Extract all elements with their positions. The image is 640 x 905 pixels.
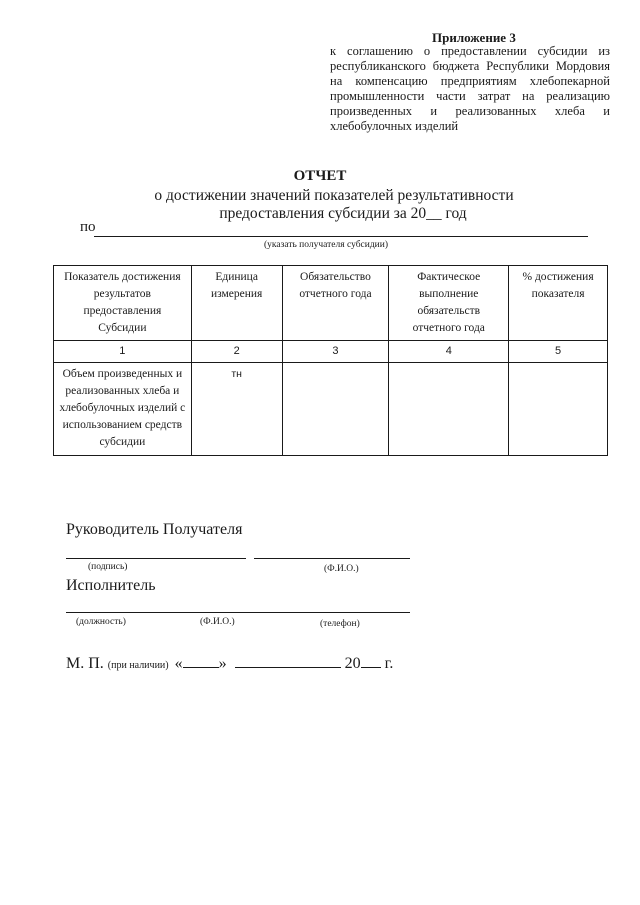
signature-line [66, 558, 246, 559]
month-blank [235, 653, 341, 668]
executor-fio-hint: (Ф.И.О.) [200, 617, 235, 627]
recipient-hint: (указать получателя субсидии) [264, 240, 389, 250]
report-subtitle-line1: о достижении значений показателей результативности [154, 187, 514, 204]
column-number-row [54, 341, 608, 363]
signature-hint: (подпись) [88, 562, 128, 572]
column-number: 1 [54, 341, 192, 363]
column-header: % достижения показателя [509, 266, 608, 341]
column-header: Фактическое выполнение обязательств отчетного года [389, 266, 509, 341]
position-hint: (должность) [76, 617, 126, 627]
year-prefix: 20 [344, 655, 361, 672]
executor-label: Исполнитель [66, 577, 156, 594]
stamp-note: (при наличии) [107, 660, 169, 671]
column-header: Показатель достижения результатов предоставления Субсидии [54, 266, 192, 341]
column-number: 4 [389, 341, 509, 363]
phone-hint: (телефон) [320, 619, 360, 629]
report-table [53, 265, 608, 456]
appendix-title: Приложение 3 [432, 30, 516, 45]
year-blank [361, 653, 381, 668]
quote-open: « [174, 655, 183, 672]
recipient-prefix: по [80, 219, 96, 235]
head-fio-hint: (Ф.И.О.) [324, 564, 359, 574]
appendix-text: к соглашению о предоставлении субсидии из республиканского бюджета Республики Мордовия на компенсацию предприятиям хлебопекарной промышленности части затрат на реализацию произведенных и реализованных хлеба и хлебобулочных изделий [330, 44, 610, 133]
column-number: 5 [509, 341, 608, 363]
executor-line [66, 612, 410, 613]
table-header-row [54, 266, 608, 341]
obligation-cell [282, 363, 389, 456]
stamp-date-row [66, 653, 393, 673]
day-blank [183, 653, 219, 668]
column-header: Обязательство отчетного года [282, 266, 389, 341]
head-fio-line [254, 558, 410, 559]
unit-cell: тн [191, 363, 282, 456]
report-subtitle-line2: предоставления субсидии за 20__ год [219, 205, 467, 222]
column-number: 2 [191, 341, 282, 363]
quote-close: » [218, 655, 227, 672]
percent-cell [509, 363, 608, 456]
stamp-label: М. П. [66, 655, 104, 672]
column-header: Единица измерения [191, 266, 282, 341]
year-suffix: г. [384, 655, 394, 672]
head-label: Руководитель Получателя [66, 521, 243, 538]
table-row [54, 363, 608, 456]
indicator-cell: Объем произведенных и реализованных хлеба и хлебобулочных изделий с использованием средств субсидии [54, 363, 192, 456]
recipient-line [94, 236, 588, 237]
report-title: ОТЧЕТ [293, 168, 347, 184]
actual-cell [389, 363, 509, 456]
column-number: 3 [282, 341, 389, 363]
